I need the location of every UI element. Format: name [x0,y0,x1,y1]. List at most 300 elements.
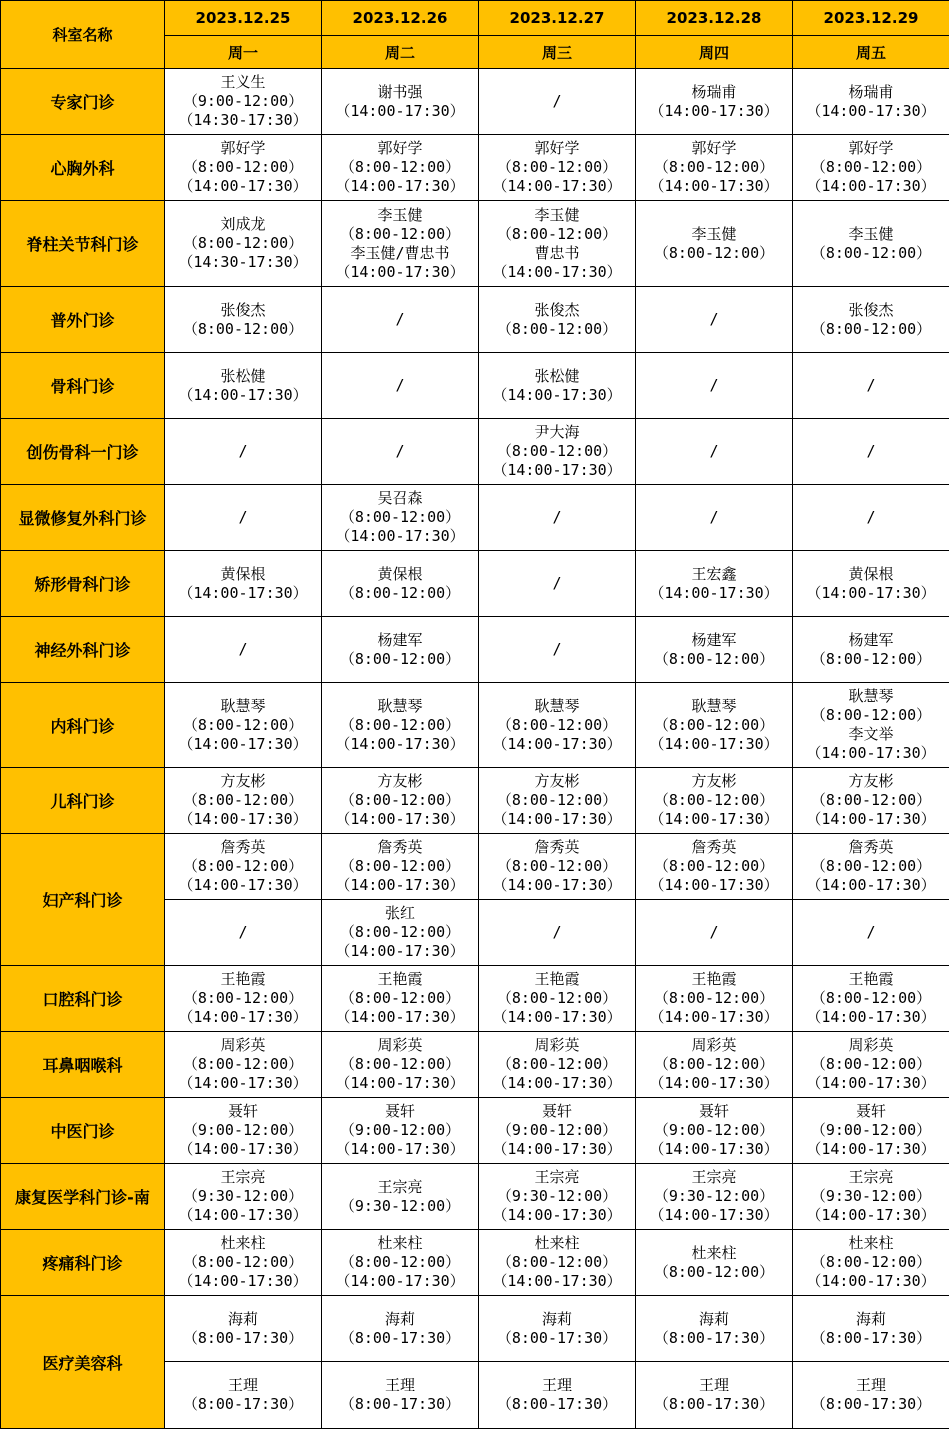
schedule-cell [479,900,636,966]
schedule-cell [636,69,793,135]
schedule-line: （8:00-12:00） [793,320,949,339]
schedule-cell [165,1230,322,1296]
schedule-line: （14:00-17:30） [793,810,949,829]
schedule-line: （8:00-12:00） [636,857,792,876]
doctor-name: 杨建军 [793,631,949,650]
schedule-line: （14:00-17:30） [165,1206,321,1225]
schedule-line: （14:00-17:30） [636,876,792,895]
doctor-name: 耿慧琴 [322,697,478,716]
schedule-line: （14:00-17:30） [165,177,321,196]
schedule-cell [322,353,479,419]
schedule-cell [165,966,322,1032]
schedule-cell [479,1032,636,1098]
doctor-name: 王宗亮 [165,1168,321,1187]
department-name: 内科门诊 [1,683,165,768]
schedule-cell [636,551,793,617]
schedule-line: （8:00-12:00） [165,234,321,253]
schedule-cell [322,1164,479,1230]
schedule-line: （8:00-12:00） [479,442,635,461]
schedule-cell [322,551,479,617]
schedule-line: （14:00-17:30） [636,1008,792,1027]
schedule-cell [793,551,949,617]
schedule-cell [479,353,636,419]
doctor-name: 张红 [322,904,478,923]
doctor-name: 方友彬 [636,772,792,791]
weekday-header: 周五 [793,36,949,69]
schedule-cell [636,419,793,485]
schedule-cell [165,201,322,287]
schedule-line: （14:00-17:30） [793,1008,949,1027]
schedule-line: （14:00-17:30） [479,386,635,405]
department-name: 妇产科门诊 [1,834,165,966]
schedule-line: （14:00-17:30） [479,1206,635,1225]
schedule-cell [636,201,793,287]
schedule-line: （14:00-17:30） [322,876,478,895]
schedule-line: （8:00-17:30） [636,1329,792,1348]
department-name: 康复医学科门诊-南 [1,1164,165,1230]
doctor-name: 李玉健 [479,206,635,225]
schedule-cell [322,485,479,551]
schedule-line: （8:00-17:30） [479,1329,635,1348]
header-date-row [1,1,949,36]
schedule-line: （14:30-17:30） [165,111,321,130]
schedule-line: （9:00-12:00） [165,92,321,111]
schedule-line: （8:00-12:00） [322,508,478,527]
schedule-line: （8:00-12:00） [479,791,635,810]
schedule-line: （8:00-12:00） [322,158,478,177]
doctor-name: / [479,574,635,593]
schedule-line: （8:00-12:00） [165,158,321,177]
schedule-cell [636,768,793,834]
schedule-line: （8:00-12:00） [165,857,321,876]
schedule-line: （8:00-12:00） [479,857,635,876]
schedule-cell [322,1230,479,1296]
schedule-line: （14:00-17:30） [793,1140,949,1159]
schedule-cell [793,966,949,1032]
department-name: 神经外科门诊 [1,617,165,683]
schedule-line: （14:00-17:30） [165,584,321,603]
schedule-line: （8:00-17:30） [636,1395,792,1414]
doctor-name: 李玉健 [636,225,792,244]
schedule-line: （14:00-17:30） [793,102,949,121]
schedule-cell [793,617,949,683]
weekday-header: 周三 [479,36,636,69]
doctor-name: / [165,640,321,659]
schedule-line: （14:00-17:30） [479,177,635,196]
schedule-cell [165,768,322,834]
schedule-cell [479,1230,636,1296]
schedule-cell [793,1362,949,1429]
doctor-name: 王理 [165,1376,321,1395]
doctor-name: / [479,640,635,659]
schedule-line: （14:00-17:30） [322,102,478,121]
doctor-name: 王艳霞 [479,970,635,989]
doctor-name: 詹秀英 [165,838,321,857]
schedule-line: （8:00-12:00） [636,1263,792,1282]
schedule-line: （14:00-17:30） [322,1008,478,1027]
doctor-name: 海莉 [793,1310,949,1329]
weekday-header: 周四 [636,36,793,69]
doctor-name: 周彩英 [322,1036,478,1055]
schedule-line: （8:00-12:00） [793,989,949,1008]
doctor-name: 詹秀英 [479,838,635,857]
doctor-name: 张松健 [165,367,321,386]
schedule-line: （14:00-17:30） [479,461,635,480]
schedule-cell [479,966,636,1032]
schedule-cell [479,69,636,135]
schedule-cell [793,1098,949,1164]
schedule-line: （14:00-17:30） [636,1206,792,1225]
schedule-line: （8:00-12:00） [636,1055,792,1074]
schedule-cell [479,834,636,900]
doctor-name: / [322,442,478,461]
schedule-line: （8:00-12:00） [793,650,949,669]
doctor-name: 王理 [793,1376,949,1395]
table-row [1,617,949,683]
schedule-cell [793,135,949,201]
schedule-cell [165,900,322,966]
schedule-line: （8:00-12:00） [322,923,478,942]
schedule-cell [165,617,322,683]
doctor-name: 张俊杰 [479,301,635,320]
weekday-header: 周一 [165,36,322,69]
department-name: 儿科门诊 [1,768,165,834]
schedule-line: （8:00-12:00） [165,791,321,810]
schedule-cell [322,201,479,287]
schedule-cell [165,1164,322,1230]
doctor-name: 海莉 [479,1310,635,1329]
table-row [1,1032,949,1098]
doctor-name: 郭好学 [165,139,321,158]
schedule-line: （8:00-17:30） [793,1329,949,1348]
schedule-line: （8:00-12:00） [636,244,792,263]
schedule-cell [322,768,479,834]
schedule-cell [165,551,322,617]
schedule-line: （14:00-17:30） [479,1008,635,1027]
schedule-line: （8:00-12:00） [636,791,792,810]
doctor-name: 王宗亮 [479,1168,635,1187]
schedule-body [1,1,949,1429]
doctor-name: / [479,508,635,527]
department-name: 口腔科门诊 [1,966,165,1032]
schedule-cell [322,135,479,201]
schedule-cell [793,683,949,768]
doctor-name: 王宏鑫 [636,565,792,584]
table-row [1,551,949,617]
schedule-cell [165,287,322,353]
schedule-cell [636,1362,793,1429]
doctor-name: 耿慧琴 [793,687,949,706]
schedule-line: （8:00-12:00） [322,791,478,810]
schedule-line: （8:00-17:30） [165,1329,321,1348]
doctor-name: 张俊杰 [793,301,949,320]
schedule-line: （8:00-12:00） [793,857,949,876]
department-name: 医疗美容科 [1,1296,165,1429]
schedule-cell [479,551,636,617]
schedule-cell [479,135,636,201]
department-name: 脊柱关节科门诊 [1,201,165,287]
doctor-name: 尹大海 [479,423,635,442]
schedule-line: （9:30-12:00） [479,1187,635,1206]
date-header: 2023.12.25 [165,1,322,36]
schedule-line: （8:00-12:00） [479,158,635,177]
doctor-name: 郭好学 [479,139,635,158]
schedule-line: （8:00-12:00） [322,716,478,735]
doctor-name: 方友彬 [322,772,478,791]
schedule-line: （14:00-17:30） [322,1140,478,1159]
doctor-name: / [636,376,792,395]
schedule-cell [636,1230,793,1296]
schedule-line: （14:00-17:30） [636,102,792,121]
schedule-line: （8:00-12:00） [165,1253,321,1272]
doctor-name: 聂轩 [793,1102,949,1121]
doctor-name: / [165,442,321,461]
schedule-cell [793,419,949,485]
schedule-line: （8:00-12:00） [636,650,792,669]
schedule-line: （8:00-12:00） [636,158,792,177]
schedule-cell [165,1032,322,1098]
doctor-name: 王艳霞 [793,970,949,989]
doctor-name: 杜来柱 [165,1234,321,1253]
schedule-line: （14:00-17:30） [165,1008,321,1027]
doctor-name: 聂轩 [322,1102,478,1121]
doctor-name: 方友彬 [165,772,321,791]
schedule-cell [322,287,479,353]
schedule-line: （8:00-12:00） [793,791,949,810]
schedule-line: （14:00-17:30） [793,177,949,196]
doctor-name: 杨建军 [322,631,478,650]
schedule-line: （14:00-17:30） [322,1272,478,1291]
schedule-cell [479,485,636,551]
doctor-name: 王宗亮 [636,1168,792,1187]
table-row [1,768,949,834]
doctor-name: / [165,923,321,942]
schedule-line: （14:00-17:30） [636,1140,792,1159]
doctor-name: 吴召森 [322,489,478,508]
schedule-line: （14:00-17:30） [636,177,792,196]
schedule-line: （14:00-17:30） [165,1140,321,1159]
date-header: 2023.12.28 [636,1,793,36]
schedule-cell [636,1296,793,1362]
schedule-cell [793,485,949,551]
department-name: 普外门诊 [1,287,165,353]
schedule-cell [793,1032,949,1098]
schedule-cell [793,900,949,966]
schedule-line: （8:00-12:00） [322,225,478,244]
doctor-name: / [479,923,635,942]
doctor-name: 黄保根 [322,565,478,584]
doctor-name: 刘成龙 [165,215,321,234]
schedule-line: （8:00-12:00） [636,716,792,735]
schedule-line: （8:00-12:00） [479,716,635,735]
schedule-line: （8:00-12:00） [793,244,949,263]
doctor-name: 王义生 [165,73,321,92]
date-header: 2023.12.27 [479,1,636,36]
schedule-line: （8:00-17:30） [793,1395,949,1414]
doctor-name: 郭好学 [322,139,478,158]
schedule-line: （14:00-17:30） [479,263,635,282]
department-name: 矫形骨科门诊 [1,551,165,617]
doctor-name: 王艳霞 [165,970,321,989]
schedule-line: （14:00-17:30） [793,744,949,763]
table-row [1,683,949,768]
doctor-name: 王理 [322,1376,478,1395]
schedule-line: （14:00-17:30） [479,810,635,829]
schedule-line: （9:30-12:00） [793,1187,949,1206]
schedule-line: （8:00-17:30） [322,1329,478,1348]
schedule-line: （8:00-12:00） [322,650,478,669]
doctor-name: 聂轩 [165,1102,321,1121]
schedule-cell [636,287,793,353]
dept-header: 科室名称 [1,1,165,69]
schedule-line: （9:00-12:00） [165,1121,321,1140]
table-row [1,1098,949,1164]
schedule-line: （14:00-17:30） [322,735,478,754]
department-name: 创伤骨科一门诊 [1,419,165,485]
schedule-line: （14:00-17:30） [793,876,949,895]
table-row [1,834,949,900]
schedule-cell [636,966,793,1032]
doctor-name: 詹秀英 [636,838,792,857]
doctor-name: 方友彬 [479,772,635,791]
schedule-line: （8:00-12:00） [479,989,635,1008]
schedule-line: （14:00-17:30） [636,810,792,829]
schedule-line: （8:00-12:00） [479,1055,635,1074]
schedule-line: （14:00-17:30） [636,584,792,603]
schedule-line: （14:00-17:30） [165,810,321,829]
schedule-line: （14:00-17:30） [479,1272,635,1291]
schedule-cell [322,419,479,485]
table-row [1,419,949,485]
schedule-line: （14:00-17:30） [165,386,321,405]
table-row [1,966,949,1032]
table-row [1,1230,949,1296]
doctor-name: 杜来柱 [479,1234,635,1253]
table-row [1,135,949,201]
schedule-cell [636,1032,793,1098]
schedule-line: （8:00-12:00） [793,706,949,725]
schedule-cell [636,1098,793,1164]
department-name: 显微修复外科门诊 [1,485,165,551]
schedule-cell [636,485,793,551]
table-row [1,201,949,287]
schedule-cell [636,135,793,201]
doctor-name: 方友彬 [793,772,949,791]
doctor-name: / [636,310,792,329]
department-name: 耳鼻咽喉科 [1,1032,165,1098]
table-row [1,353,949,419]
doctor-name: 海莉 [322,1310,478,1329]
schedule-line: （8:00-12:00） [165,716,321,735]
schedule-cell [793,768,949,834]
schedule-line: （14:00-17:30） [322,942,478,961]
schedule-line: （14:00-17:30） [322,177,478,196]
doctor-name: 王宗亮 [322,1178,478,1197]
schedule-cell [479,1164,636,1230]
schedule-line: （9:30-12:00） [165,1187,321,1206]
doctor-name: / [636,508,792,527]
schedule-cell [793,201,949,287]
schedule-cell [636,1164,793,1230]
schedule-cell [322,966,479,1032]
doctor-name: / [793,376,949,395]
doctor-name: 张俊杰 [165,301,321,320]
doctor-name: 周彩英 [793,1036,949,1055]
schedule-cell [793,287,949,353]
schedule-line: （14:00-17:30） [793,1074,949,1093]
schedule-cell [793,834,949,900]
schedule-line: （8:00-12:00） [165,320,321,339]
schedule-cell [793,69,949,135]
schedule-cell [322,1032,479,1098]
doctor-name: 杜来柱 [793,1234,949,1253]
weekday-header: 周二 [322,36,479,69]
schedule-cell [165,834,322,900]
schedule-line: （14:00-17:30） [636,735,792,754]
doctor-name: 王理 [479,1376,635,1395]
doctor-name: 张松健 [479,367,635,386]
schedule-line: （8:00-17:30） [479,1395,635,1414]
schedule-cell [165,683,322,768]
schedule-line: （14:00-17:30） [636,1074,792,1093]
schedule-line: （14:00-17:30） [479,876,635,895]
doctor-name: 耿慧琴 [165,697,321,716]
schedule-line: （9:30-12:00） [322,1197,478,1216]
doctor-name: / [322,376,478,395]
schedule-cell [322,683,479,768]
schedule-line: （8:00-12:00） [636,989,792,1008]
schedule-cell [165,485,322,551]
schedule-cell [322,617,479,683]
schedule-cell [479,683,636,768]
schedule-cell [479,617,636,683]
doctor-name: 王艳霞 [322,970,478,989]
schedule-line: （14:00-17:30） [165,1272,321,1291]
schedule-cell [793,1296,949,1362]
schedule-line: （8:00-12:00） [322,857,478,876]
schedule-line: （14:00-17:30） [322,1074,478,1093]
doctor-name: / [793,442,949,461]
doctor-name: 王艳霞 [636,970,792,989]
schedule-line: （9:30-12:00） [636,1187,792,1206]
schedule-line: 曹忠书 [479,244,635,263]
doctor-name: / [636,442,792,461]
schedule-line: （14:30-17:30） [165,253,321,272]
schedule-cell [793,1230,949,1296]
doctor-name: / [636,923,792,942]
table-row [1,1296,949,1362]
doctor-name: 王宗亮 [793,1168,949,1187]
doctor-name: / [165,508,321,527]
department-name: 专家门诊 [1,69,165,135]
schedule-line: （14:00-17:30） [165,735,321,754]
schedule-line: （8:00-12:00） [322,989,478,1008]
schedule-cell [165,1098,322,1164]
doctor-name: 耿慧琴 [636,697,792,716]
schedule-line: （14:00-17:30） [322,810,478,829]
schedule-cell [322,1098,479,1164]
doctor-name: 耿慧琴 [479,697,635,716]
table-row [1,69,949,135]
doctor-name: 詹秀英 [322,838,478,857]
doctor-name: 杜来柱 [322,1234,478,1253]
table-row [1,1164,949,1230]
table-row [1,287,949,353]
schedule-line: （14:00-17:30） [322,263,478,282]
schedule-line: （8:00-12:00） [322,1055,478,1074]
doctor-name: 海莉 [636,1310,792,1329]
schedule-line: （8:00-12:00） [479,320,635,339]
